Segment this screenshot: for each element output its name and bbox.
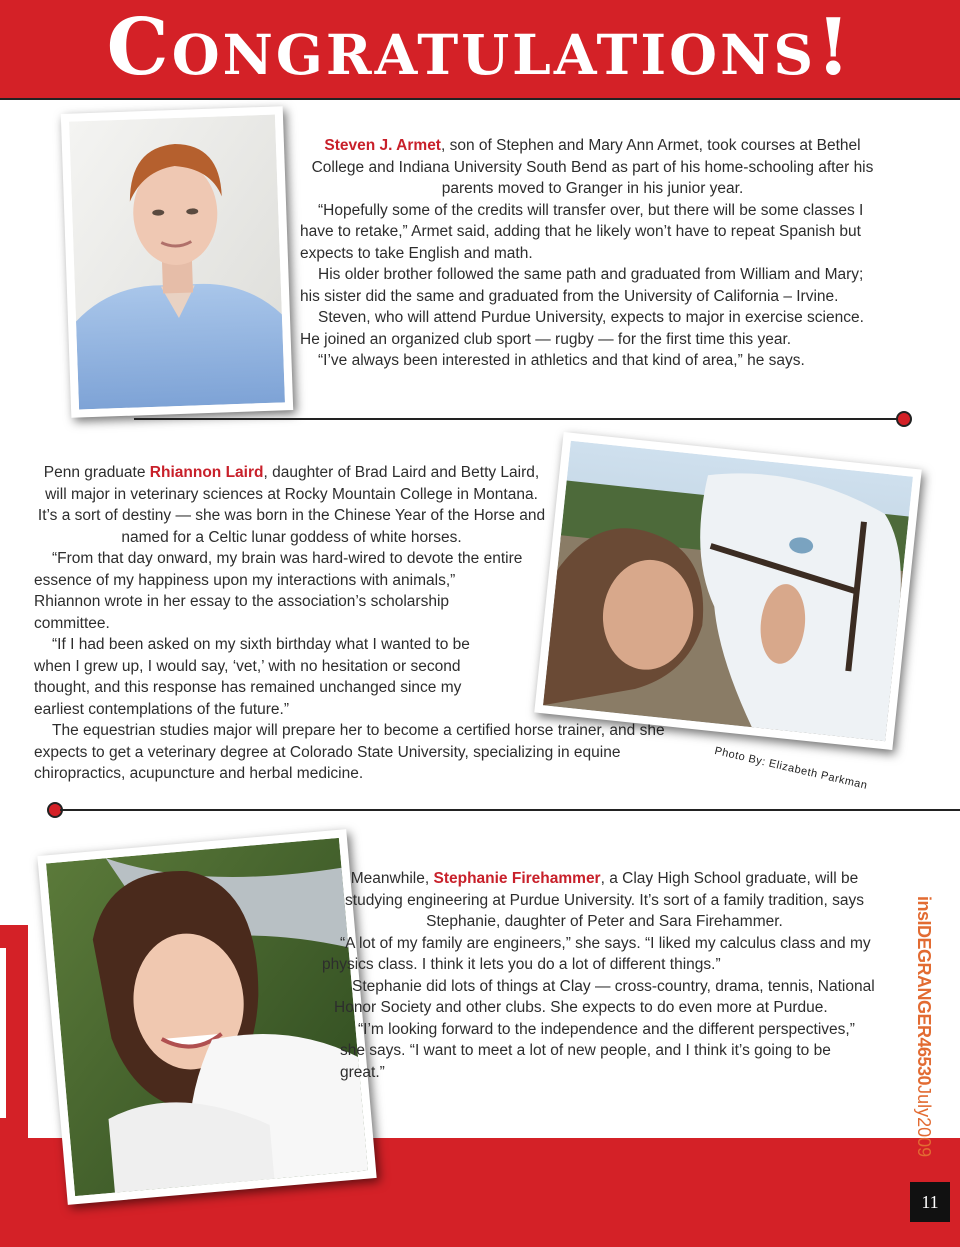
divider-dot bbox=[896, 411, 912, 427]
photo-rhiannon bbox=[534, 432, 922, 750]
name-rhiannon: Rhiannon Laird bbox=[149, 464, 264, 481]
portrait-steven-image bbox=[69, 114, 285, 409]
story-stephanie: Meanwhile, Stephanie Firehammer, a Clay High School graduate, will be studying engineering at Purdue University. It’s sort of a family tradition, says Stephanie, daughter of Peter and Sara Firehammer. “A lot of my family are engineers,” she says. “I liked my calculus class and my physics class. I think it lets you do a lot of different things.” Stephanie did lots of things at Clay — cross-country, drama, tennis, National Honor Society and other clubs. She expects to do even more at Purdue. “I’m looking forward to the independence and the different perspectives,” she says. “I want to meet a lot of new people, and I think it’s going to be great.” bbox=[322, 870, 875, 1081]
page-number: 11 bbox=[910, 1182, 950, 1222]
magazine-masthead bbox=[913, 896, 934, 1157]
rhiannon-horse-image bbox=[543, 441, 913, 742]
photo-credit: Photo By: Elizabeth Parkman bbox=[713, 745, 869, 792]
name-steven: Steven J. Armet bbox=[324, 137, 441, 154]
masthead-brand: insIDEGRANGER46530 bbox=[914, 896, 934, 1086]
story-rhiannon: Penn graduate Rhiannon Laird, daughter of Brad Laird and Betty Laird, will major in veterinary sciences at Rocky Mountain College in Montana. It’s a sort of destiny — she was born in the Chinese Year of the Horse and named for a Celtic lunar goddess of white horses. “From that day onward, my brain was hard-wired to devote the entire essence of my happiness upon my interactions with animals,” Rhiannon wrote in her essay to the association’s scholarship committee. “If I had been asked on my sixth birthday what I wanted to be when I grew up, I would say, ‘vet,’ with no hesitation or second thought, and this response has remained unchanged since my earliest contemplations of the future.” The equestrian studies major will prepare her to become a certified horse trainer, and she expects to get a veterinary degree at Colorado State University, specializing in equine chiropractics, acupuncture and herbal medicine. bbox=[34, 464, 665, 782]
page-title: Congratulations! bbox=[106, 2, 854, 93]
divider-rule bbox=[134, 418, 904, 420]
divider-rule bbox=[60, 809, 960, 811]
story-steven: Steven J. Armet, son of Stephen and Mary Ann Armet, took courses at Bethel College and Indiana University South Bend as part of his home-schooling after his parents moved to Granger in his junior year. “Hopefully some of the credits will transfer over, but there will be some classes I have to retake,” Armet said, adding that he likely won’t have to repeat Spanish but expects to take English and math. His older brother followed the same path and graduated from William and Mary; his sister did the same and graduated from the University of California – Irvine. Steven, who will attend Purdue University, expects to major in exercise science. He joined an organized club sport — rugby — for the first time this year. “I’ve always been interested in athletics and that kind of area,” he says. bbox=[300, 137, 874, 369]
portrait-stephanie-image bbox=[46, 838, 368, 1196]
header-rule bbox=[0, 98, 960, 100]
left-accent-stripe bbox=[0, 948, 6, 1118]
name-stephanie: Stephanie Firehammer bbox=[433, 870, 601, 887]
masthead-issue: July2009 bbox=[914, 1085, 934, 1158]
photo-steven bbox=[61, 106, 293, 418]
